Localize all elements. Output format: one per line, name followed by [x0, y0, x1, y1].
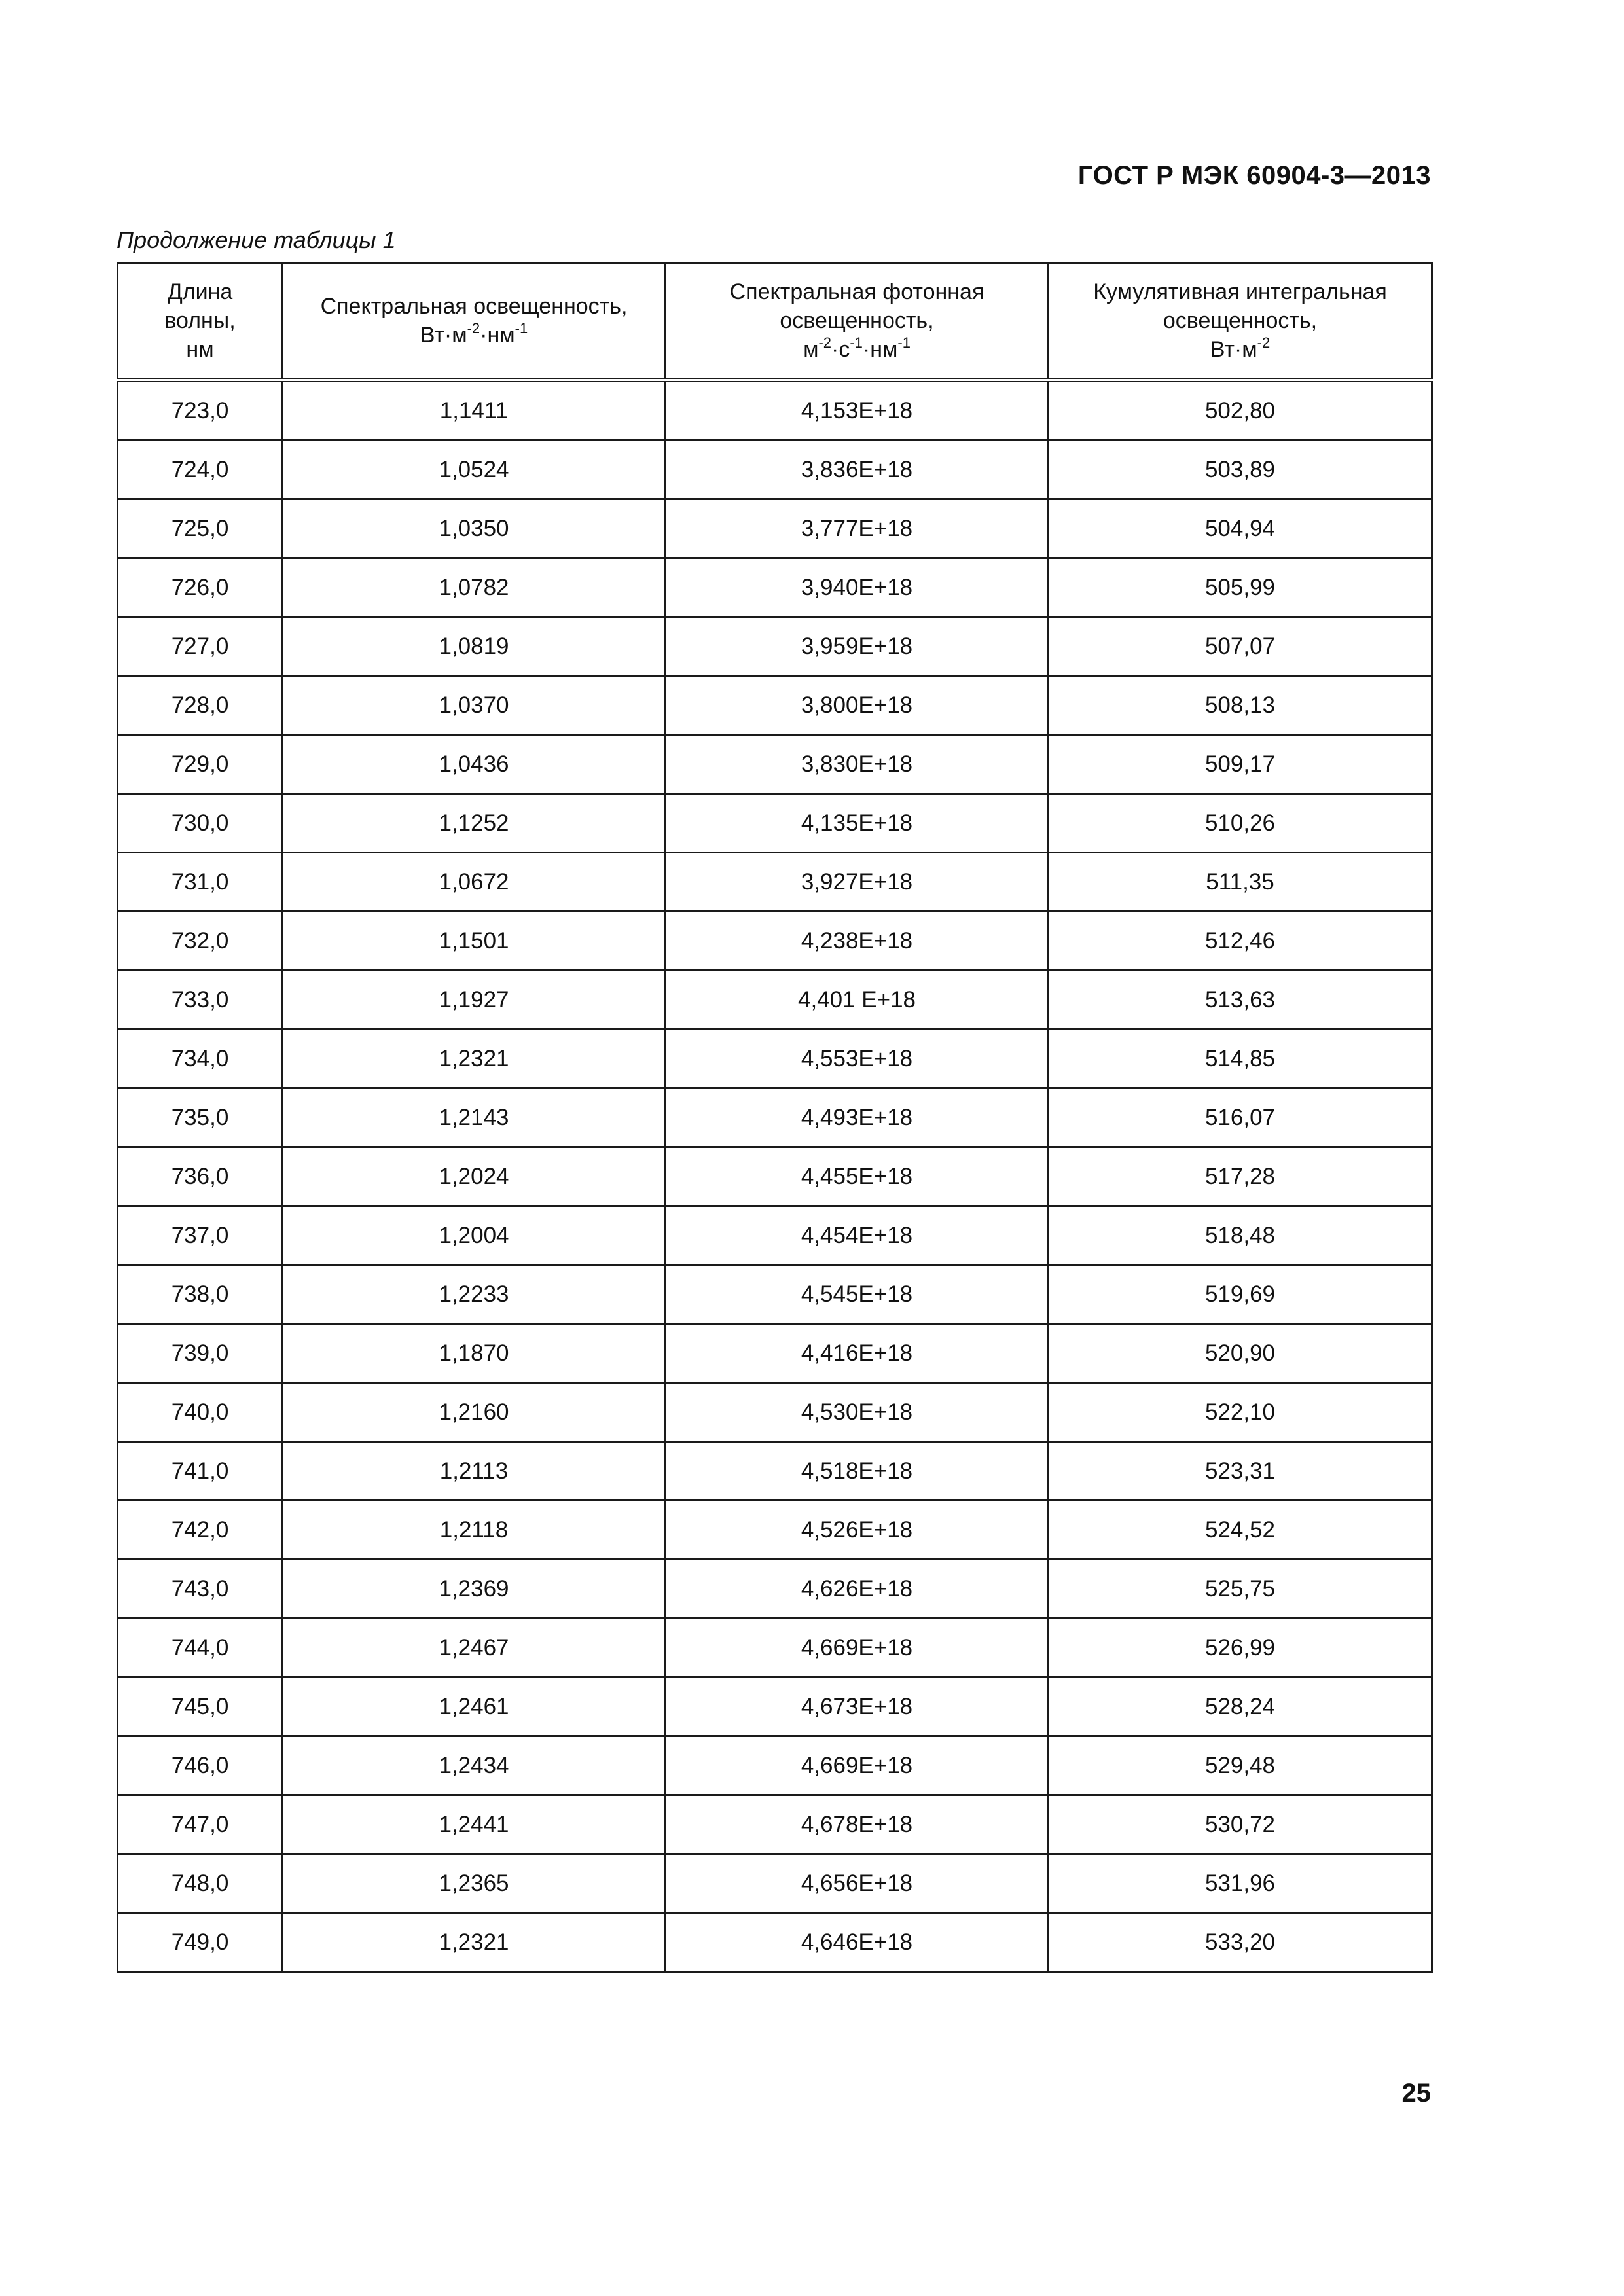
cell-spectral-irradiance: 1,2024 [283, 1147, 666, 1206]
cell-cumulative-irradiance: 502,80 [1049, 380, 1432, 440]
cell-cumulative-irradiance: 524,52 [1049, 1501, 1432, 1560]
cell-spectral-irradiance: 1,1411 [283, 380, 666, 440]
cell-photon-irradiance: 3,927E+18 [666, 853, 1049, 912]
unit-part: Вт·м [1210, 337, 1257, 362]
cell-wavelength: 738,0 [118, 1265, 283, 1324]
cell-spectral-irradiance: 1,2321 [283, 1913, 666, 1972]
cell-cumulative-irradiance: 525,75 [1049, 1560, 1432, 1619]
cell-cumulative-irradiance: 510,26 [1049, 794, 1432, 853]
cell-wavelength: 737,0 [118, 1206, 283, 1265]
table-row [118, 794, 1432, 853]
cell-spectral-irradiance: 1,2004 [283, 1206, 666, 1265]
cell-spectral-irradiance: 1,2369 [283, 1560, 666, 1619]
unit-exponent: -2 [818, 334, 831, 351]
cell-spectral-irradiance: 1,2143 [283, 1088, 666, 1147]
cell-photon-irradiance: 4,153E+18 [666, 380, 1049, 440]
cell-spectral-irradiance: 1,2434 [283, 1736, 666, 1795]
unit-exponent: -1 [850, 334, 863, 351]
cell-photon-irradiance: 4,493E+18 [666, 1088, 1049, 1147]
cell-cumulative-irradiance: 528,24 [1049, 1677, 1432, 1736]
unit-part: Вт·м [420, 323, 467, 348]
table-row [118, 1619, 1432, 1677]
cell-spectral-irradiance: 1,0782 [283, 558, 666, 617]
table-row [118, 1795, 1432, 1854]
column-header-unit [1049, 335, 1431, 364]
table-row [118, 676, 1432, 735]
unit-part: ·нм [862, 337, 898, 362]
cell-cumulative-irradiance: 519,69 [1049, 1265, 1432, 1324]
table-row [118, 1442, 1432, 1501]
cell-cumulative-irradiance: 512,46 [1049, 912, 1432, 971]
cell-wavelength: 725,0 [118, 499, 283, 558]
table-row [118, 1913, 1432, 1972]
cell-wavelength: 723,0 [118, 380, 283, 440]
cell-cumulative-irradiance: 505,99 [1049, 558, 1432, 617]
document-standard-header: ГОСТ Р МЭК 60904-3—2013 [1077, 161, 1431, 190]
cell-cumulative-irradiance: 517,28 [1049, 1147, 1432, 1206]
cell-wavelength: 735,0 [118, 1088, 283, 1147]
cell-photon-irradiance: 4,669E+18 [666, 1619, 1049, 1677]
cell-wavelength: 727,0 [118, 617, 283, 676]
cell-wavelength: 745,0 [118, 1677, 283, 1736]
cell-spectral-irradiance: 1,0350 [283, 499, 666, 558]
cell-photon-irradiance: 4,656E+18 [666, 1854, 1049, 1913]
page-number: 25 [1401, 2079, 1431, 2108]
cell-wavelength: 749,0 [118, 1913, 283, 1972]
column-header-line: освещенность, [780, 308, 934, 333]
cell-cumulative-irradiance: 514,85 [1049, 1030, 1432, 1088]
cell-cumulative-irradiance: 530,72 [1049, 1795, 1432, 1854]
cell-spectral-irradiance: 1,1927 [283, 971, 666, 1030]
cell-wavelength: 740,0 [118, 1383, 283, 1442]
column-header-unit [666, 335, 1047, 364]
table-row [118, 440, 1432, 499]
column-header-line: нм [186, 337, 214, 362]
cell-photon-irradiance: 3,836E+18 [666, 440, 1049, 499]
cell-cumulative-irradiance: 520,90 [1049, 1324, 1432, 1383]
cell-spectral-irradiance: 1,2441 [283, 1795, 666, 1854]
table-row [118, 558, 1432, 617]
cell-photon-irradiance: 3,777E+18 [666, 499, 1049, 558]
column-header-line: волны, [164, 308, 236, 333]
cell-wavelength: 739,0 [118, 1324, 283, 1383]
cell-photon-irradiance: 4,238E+18 [666, 912, 1049, 971]
unit-part: ·нм [480, 323, 515, 348]
cell-cumulative-irradiance: 529,48 [1049, 1736, 1432, 1795]
table-row [118, 735, 1432, 794]
cell-wavelength: 736,0 [118, 1147, 283, 1206]
cell-spectral-irradiance: 1,2233 [283, 1265, 666, 1324]
cell-cumulative-irradiance: 531,96 [1049, 1854, 1432, 1913]
column-header-wavelength [118, 263, 283, 380]
column-header-spectral-irradiance [283, 263, 666, 380]
cell-photon-irradiance: 4,626E+18 [666, 1560, 1049, 1619]
cell-spectral-irradiance: 1,1870 [283, 1324, 666, 1383]
cell-photon-irradiance: 4,416E+18 [666, 1324, 1049, 1383]
table-row [118, 971, 1432, 1030]
unit-exponent: -1 [897, 334, 911, 351]
table-row [118, 1854, 1432, 1913]
cell-wavelength: 734,0 [118, 1030, 283, 1088]
table-row [118, 1147, 1432, 1206]
cell-cumulative-irradiance: 503,89 [1049, 440, 1432, 499]
column-header-spectral-photon-irradiance [666, 263, 1049, 380]
cell-spectral-irradiance: 1,0436 [283, 735, 666, 794]
cell-cumulative-irradiance: 526,99 [1049, 1619, 1432, 1677]
cell-photon-irradiance: 4,673E+18 [666, 1677, 1049, 1736]
cell-spectral-irradiance: 1,0370 [283, 676, 666, 735]
table-row [118, 1030, 1432, 1088]
cell-wavelength: 744,0 [118, 1619, 283, 1677]
cell-cumulative-irradiance: 509,17 [1049, 735, 1432, 794]
cell-photon-irradiance: 4,518E+18 [666, 1442, 1049, 1501]
cell-cumulative-irradiance: 522,10 [1049, 1383, 1432, 1442]
cell-spectral-irradiance: 1,2365 [283, 1854, 666, 1913]
cell-wavelength: 746,0 [118, 1736, 283, 1795]
unit-part: ·с [831, 337, 850, 362]
cell-photon-irradiance: 3,830E+18 [666, 735, 1049, 794]
table-row [118, 1206, 1432, 1265]
cell-wavelength: 742,0 [118, 1501, 283, 1560]
cell-spectral-irradiance: 1,1252 [283, 794, 666, 853]
unit-part: м [803, 337, 819, 362]
cell-cumulative-irradiance: 518,48 [1049, 1206, 1432, 1265]
unit-exponent: -2 [467, 320, 480, 336]
table-header [118, 263, 1432, 380]
cell-wavelength: 748,0 [118, 1854, 283, 1913]
unit-exponent: -2 [1257, 334, 1271, 351]
cell-photon-irradiance: 4,678E+18 [666, 1795, 1049, 1854]
cell-cumulative-irradiance: 513,63 [1049, 971, 1432, 1030]
table-row [118, 853, 1432, 912]
cell-cumulative-irradiance: 504,94 [1049, 499, 1432, 558]
cell-cumulative-irradiance: 508,13 [1049, 676, 1432, 735]
column-header-line: Кумулятивная интегральная [1093, 279, 1387, 304]
cell-photon-irradiance: 3,800E+18 [666, 676, 1049, 735]
cell-cumulative-irradiance: 523,31 [1049, 1442, 1432, 1501]
cell-wavelength: 732,0 [118, 912, 283, 971]
cell-wavelength: 733,0 [118, 971, 283, 1030]
cell-photon-irradiance: 3,940E+18 [666, 558, 1049, 617]
table-header-row [118, 263, 1432, 380]
table-row [118, 1501, 1432, 1560]
cell-photon-irradiance: 4,646E+18 [666, 1913, 1049, 1972]
cell-photon-irradiance: 4,553E+18 [666, 1030, 1049, 1088]
cell-wavelength: 730,0 [118, 794, 283, 853]
cell-photon-irradiance: 3,959E+18 [666, 617, 1049, 676]
column-header-line: освещенность, [1163, 308, 1318, 333]
cell-spectral-irradiance: 1,2461 [283, 1677, 666, 1736]
table-row [118, 1677, 1432, 1736]
cell-wavelength: 743,0 [118, 1560, 283, 1619]
cell-photon-irradiance: 4,545E+18 [666, 1265, 1049, 1324]
column-header-line: Спектральная освещенность, [320, 294, 628, 319]
cell-wavelength: 747,0 [118, 1795, 283, 1854]
cell-spectral-irradiance: 1,2467 [283, 1619, 666, 1677]
cell-spectral-irradiance: 1,1501 [283, 912, 666, 971]
column-header-line: Длина [167, 279, 233, 304]
cell-wavelength: 726,0 [118, 558, 283, 617]
cell-photon-irradiance: 4,526E+18 [666, 1501, 1049, 1560]
table-row [118, 617, 1432, 676]
table-body [118, 380, 1432, 1972]
column-header-unit [283, 321, 664, 350]
cell-cumulative-irradiance: 507,07 [1049, 617, 1432, 676]
table-row [118, 499, 1432, 558]
table-row [118, 1560, 1432, 1619]
table-row [118, 1324, 1432, 1383]
cell-cumulative-irradiance: 511,35 [1049, 853, 1432, 912]
cell-photon-irradiance: 4,401 E+18 [666, 971, 1049, 1030]
cell-wavelength: 724,0 [118, 440, 283, 499]
table-row [118, 1265, 1432, 1324]
cell-photon-irradiance: 4,530E+18 [666, 1383, 1049, 1442]
table-row [118, 1736, 1432, 1795]
table-row [118, 912, 1432, 971]
cell-spectral-irradiance: 1,2321 [283, 1030, 666, 1088]
cell-spectral-irradiance: 1,2160 [283, 1383, 666, 1442]
cell-spectral-irradiance: 1,0672 [283, 853, 666, 912]
cell-wavelength: 741,0 [118, 1442, 283, 1501]
spectral-data-table [117, 262, 1433, 1973]
cell-photon-irradiance: 4,135E+18 [666, 794, 1049, 853]
column-header-cumulative-irradiance [1049, 263, 1432, 380]
table-caption: Продолжение таблицы 1 [117, 226, 396, 253]
cell-spectral-irradiance: 1,0524 [283, 440, 666, 499]
cell-wavelength: 731,0 [118, 853, 283, 912]
unit-exponent: -1 [514, 320, 528, 336]
table-row [118, 1383, 1432, 1442]
cell-spectral-irradiance: 1,2113 [283, 1442, 666, 1501]
table-row [118, 380, 1432, 440]
cell-wavelength: 729,0 [118, 735, 283, 794]
cell-cumulative-irradiance: 533,20 [1049, 1913, 1432, 1972]
table-row [118, 1088, 1432, 1147]
cell-photon-irradiance: 4,454E+18 [666, 1206, 1049, 1265]
cell-wavelength: 728,0 [118, 676, 283, 735]
cell-spectral-irradiance: 1,2118 [283, 1501, 666, 1560]
cell-photon-irradiance: 4,669E+18 [666, 1736, 1049, 1795]
cell-photon-irradiance: 4,455E+18 [666, 1147, 1049, 1206]
column-header-line: Спектральная фотонная [729, 279, 984, 304]
cell-spectral-irradiance: 1,0819 [283, 617, 666, 676]
cell-cumulative-irradiance: 516,07 [1049, 1088, 1432, 1147]
